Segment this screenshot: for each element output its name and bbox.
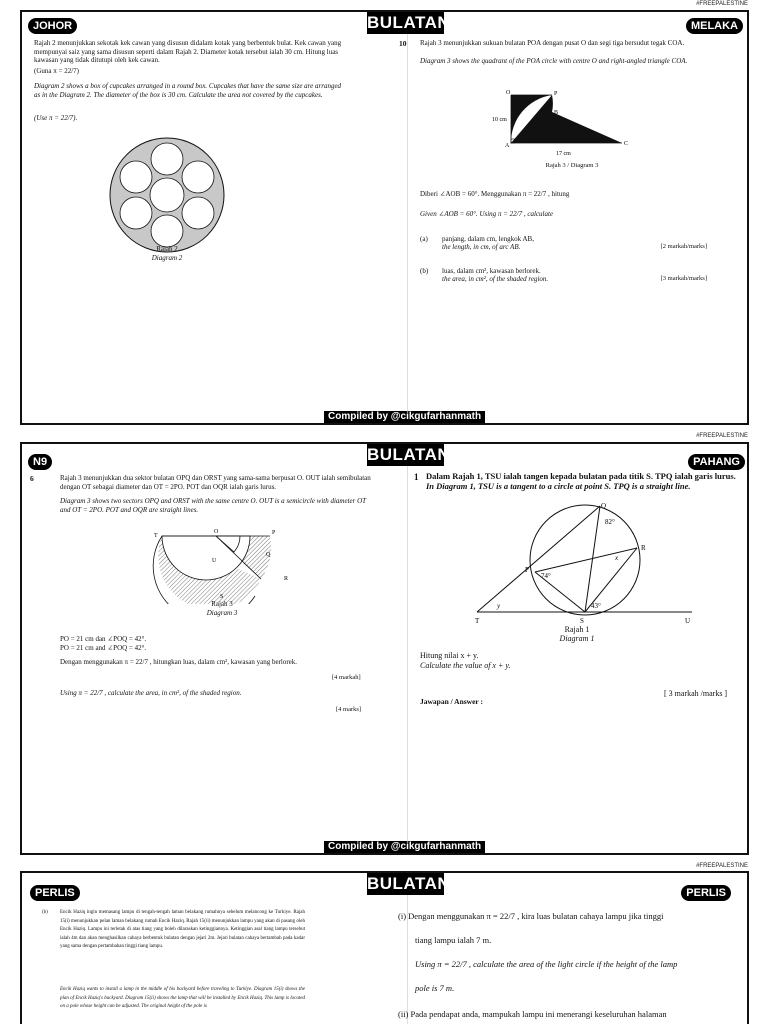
melaka-question-number: 10	[399, 39, 407, 48]
melaka-caption: Rajah 3 / Diagram 3	[545, 162, 599, 169]
melaka-part-b-english: the area, in cm², of the shaded region.	[442, 275, 549, 283]
melaka-question-english: Diagram 3 shows the quadrant of the POA circle with centre O and right-angled triangle COA.	[420, 57, 688, 65]
label-O: O	[506, 90, 511, 96]
state-badge-perlis-right: PERLIS	[681, 885, 731, 901]
var-x: x	[615, 554, 619, 562]
melaka-part-a-marks: [2 markah/marks]	[660, 243, 707, 250]
label-S: S	[580, 617, 584, 625]
label-Q: Q	[601, 502, 607, 510]
label-O: O	[214, 529, 219, 535]
page-title: BULATAN	[367, 13, 451, 32]
melaka-part-a-label: (a)	[420, 235, 428, 243]
melaka-part-a-english: the length, in cm, of arc AB.	[442, 243, 521, 251]
n9-given-malay: PO = 21 cm dan ∠POQ = 42°.	[60, 635, 147, 643]
label-T: T	[475, 617, 480, 625]
label-Q: Q	[266, 552, 271, 558]
pahang-question-english: In Diagram 1, TSU is a tangent to a circle at point S. TPQ is a straight line.	[426, 481, 691, 491]
pahang-caption-english: Diagram 1	[559, 634, 595, 643]
label-10cm: 10 cm	[492, 117, 507, 123]
angle-43: 43°	[591, 602, 601, 610]
cupcake-box-diagram	[108, 136, 226, 254]
perlis-part-i-malay-line1: (i) Dengan menggunakan π = 22/7 , kira luas bulatan cahaya lampu jika tinggi	[398, 911, 664, 921]
johor-caption-english: Diagram 2	[151, 254, 183, 262]
label-P: P	[272, 530, 276, 536]
pahang-task-english: Calculate the value of x + y.	[420, 661, 511, 670]
perlis-part-ii-malay: (ii) Pada pendapat anda, mampukah lampu ini menerangi keseluruhan halaman	[398, 1009, 667, 1019]
worksheet-page-1	[20, 10, 749, 425]
perlis-question-malay: Encik Haziq ingin memasang lampu di tengah-tengah laman belakang rumahnya sebelum melancong ke Turkiye. Rajah 15(i) menunjukkan pelan laman belakang rumah Encik Haziq. Rajah 15(ii) menunjukkan lampu yang akan di pasang oleh Encik Haziq. Lampu ini terletak di atas tiang yang boleh dilaraskan ketinggiannya. Ketinggian asal tiang lampu tersebut ialah 4m dan akan menghasilkan cahaya berbentuk bulatan dengan jejari 2m. Jejari bulatan cahaya bertambah pada kadar yang sama dengan pertambahan tinggi tiang lampu.	[60, 910, 305, 950]
n9-instruction-malay: Dengan menggunakan π = 22/7 , hitungkan luas, dalam cm², kawasan yang berlorek.	[60, 658, 298, 666]
melaka-part-b-label: (b)	[420, 267, 429, 275]
state-badge-johor: JOHOR	[28, 18, 77, 34]
n9-marks-english: [4 marks]	[336, 706, 362, 713]
worksheet-page-2	[20, 442, 749, 855]
label-R: R	[284, 576, 289, 582]
page-title: BULATAN	[367, 874, 451, 893]
page-title: BULATAN	[367, 445, 451, 464]
state-badge-melaka: MELAKA	[686, 18, 743, 34]
n9-instruction-english: Using π = 22/7 , calculate the area, in cm², of the shaded region.	[60, 689, 242, 697]
label-P: P	[525, 566, 529, 574]
label-P: P	[554, 91, 558, 97]
worksheet-page-3	[20, 871, 749, 1024]
johor-caption-malay: Rajah 2	[156, 245, 178, 253]
freepalestine-tag: #FREEPALESTINE	[696, 863, 748, 869]
pahang-marks: [ 3 markah /marks ]	[664, 689, 728, 698]
column-divider	[407, 32, 408, 423]
melaka-part-b-malay: luas, dalam cm², kawasan berlorek.	[442, 267, 541, 275]
label-T: T	[154, 533, 158, 539]
state-badge-perlis-left: PERLIS	[30, 885, 80, 901]
pahang-question-number: 1	[414, 472, 419, 482]
n9-marks-malay: [4 markah]	[332, 674, 361, 681]
angle-82: 82°	[605, 518, 615, 526]
column-divider	[407, 464, 408, 853]
melaka-question-malay: Rajah 3 menunjukkan sukuan bulatan POA dengan pusat O dan segi tiga bersudut tegak COA.	[420, 39, 685, 47]
pahang-question-malay: Dalam Rajah 1, TSU ialah tangen kepada bulatan pada titik S. TPQ ialah garis lurus.	[426, 471, 736, 481]
perlis-part-b-label: (b)	[42, 910, 48, 915]
label-C: C	[624, 141, 629, 147]
state-badge-pahang: PAHANG	[688, 454, 745, 470]
label-S: S	[220, 594, 224, 600]
label-R: R	[641, 544, 646, 552]
johor-question-english: Diagram 2 shows a box of cupcakes arranged in a round box. Cupcakes that have the same size are arranged as in the Diagram 2. The diameter of the box is 30 cm. Calculate the area not covered by the cupcakes.	[34, 82, 342, 99]
pahang-answer-label: Jawapan / Answer :	[420, 697, 483, 706]
johor-guna-pi: (Guna π = 22/7)	[34, 67, 80, 75]
n9-caption-english: Diagram 3	[206, 609, 238, 617]
perlis-part-i-english-line1: Using π = 22/7 , calculate the area of the light circle if the height of the lamp	[415, 959, 678, 969]
pahang-caption-malay: Rajah 1	[564, 625, 590, 634]
compiled-credit: Compiled by @cikgufarhanmath	[324, 841, 485, 853]
label-A: A	[505, 143, 510, 149]
melaka-given-english: Given ∠AOB = 60°. Using π = 22/7 , calculate	[420, 210, 554, 218]
pahang-task-malay: Hitung nilai x + y.	[420, 651, 479, 660]
compiled-credit: Compiled by @cikgufarhanmath	[324, 411, 485, 423]
n9-question-number: 6	[30, 474, 34, 483]
label-U: U	[685, 617, 691, 625]
johor-use-pi: (Use π = 22/7).	[34, 114, 78, 122]
perlis-question-english: Encik Haziq wants to install a lamp in the middle of his backyard before traveling to Turkiye. Diagram 15(i) shows the plan of Encik Haziq's backyard. Diagram 15(ii) shows the lamp that will be installed by Encik Haziq. This lamp is located on a pole whose height can be adjusted. The original height of the pole is	[60, 987, 305, 1010]
label-B: B	[554, 110, 559, 116]
n9-given-english: PO = 21 cm and ∠POQ = 42°.	[60, 644, 147, 652]
var-y: y	[497, 602, 501, 610]
perlis-part-i-english-line2: pole is 7 m.	[415, 983, 455, 993]
quadrant-triangle-diagram	[492, 87, 662, 159]
angle-74: 74°	[541, 572, 551, 580]
n9-question-malay: Rajah 3 menunjukkan dua sektor bulatan OPQ dan ORST yang sama-sama berpusat O. OUT ialah semibulatan dengan OT sebagai diameter dan OT = 2PO. POT dan OQR ialah garis lurus.	[60, 474, 371, 491]
johor-question-malay: Rajah 2 menunjukkan sekotak kek cawan yang disusun didalam kotak yang berbentuk bulat. Kek cawan yang mempunyai saiz yang sama disusun seperti dalam Rajah 2. Diameter kotak tersebut ialah 30 cm. Hitung luas kawasan yang tidak ditutupi oleh kek cawan.	[34, 39, 342, 64]
melaka-part-b-marks: [3 markah/marks]	[660, 275, 707, 282]
label-17cm: 17 cm	[556, 151, 571, 157]
tangent-circle-diagram	[467, 502, 692, 627]
n9-question-english: Diagram 3 shows two sectors OPQ and ORST with the same centre O. OUT is a semicircle with diameter OT and OT = 2PO. POT and OQR are straight lines.	[60, 497, 366, 514]
label-U: U	[212, 558, 217, 564]
freepalestine-tag: #FREEPALESTINE	[696, 1, 748, 7]
melaka-part-a-malay: panjang, dalam cm, lengkok AB,	[442, 235, 534, 243]
freepalestine-tag: #FREEPALESTINE	[696, 433, 748, 439]
sectors-diagram	[152, 524, 292, 604]
state-badge-n9: N9	[28, 454, 52, 470]
n9-caption-malay: Rajah 3	[211, 600, 233, 608]
perlis-part-i-malay-line2: tiang lampu ialah 7 m.	[415, 935, 492, 945]
melaka-given-malay: Diberi ∠AOB = 60°. Menggunakan π = 22/7 , hitung	[420, 190, 570, 198]
